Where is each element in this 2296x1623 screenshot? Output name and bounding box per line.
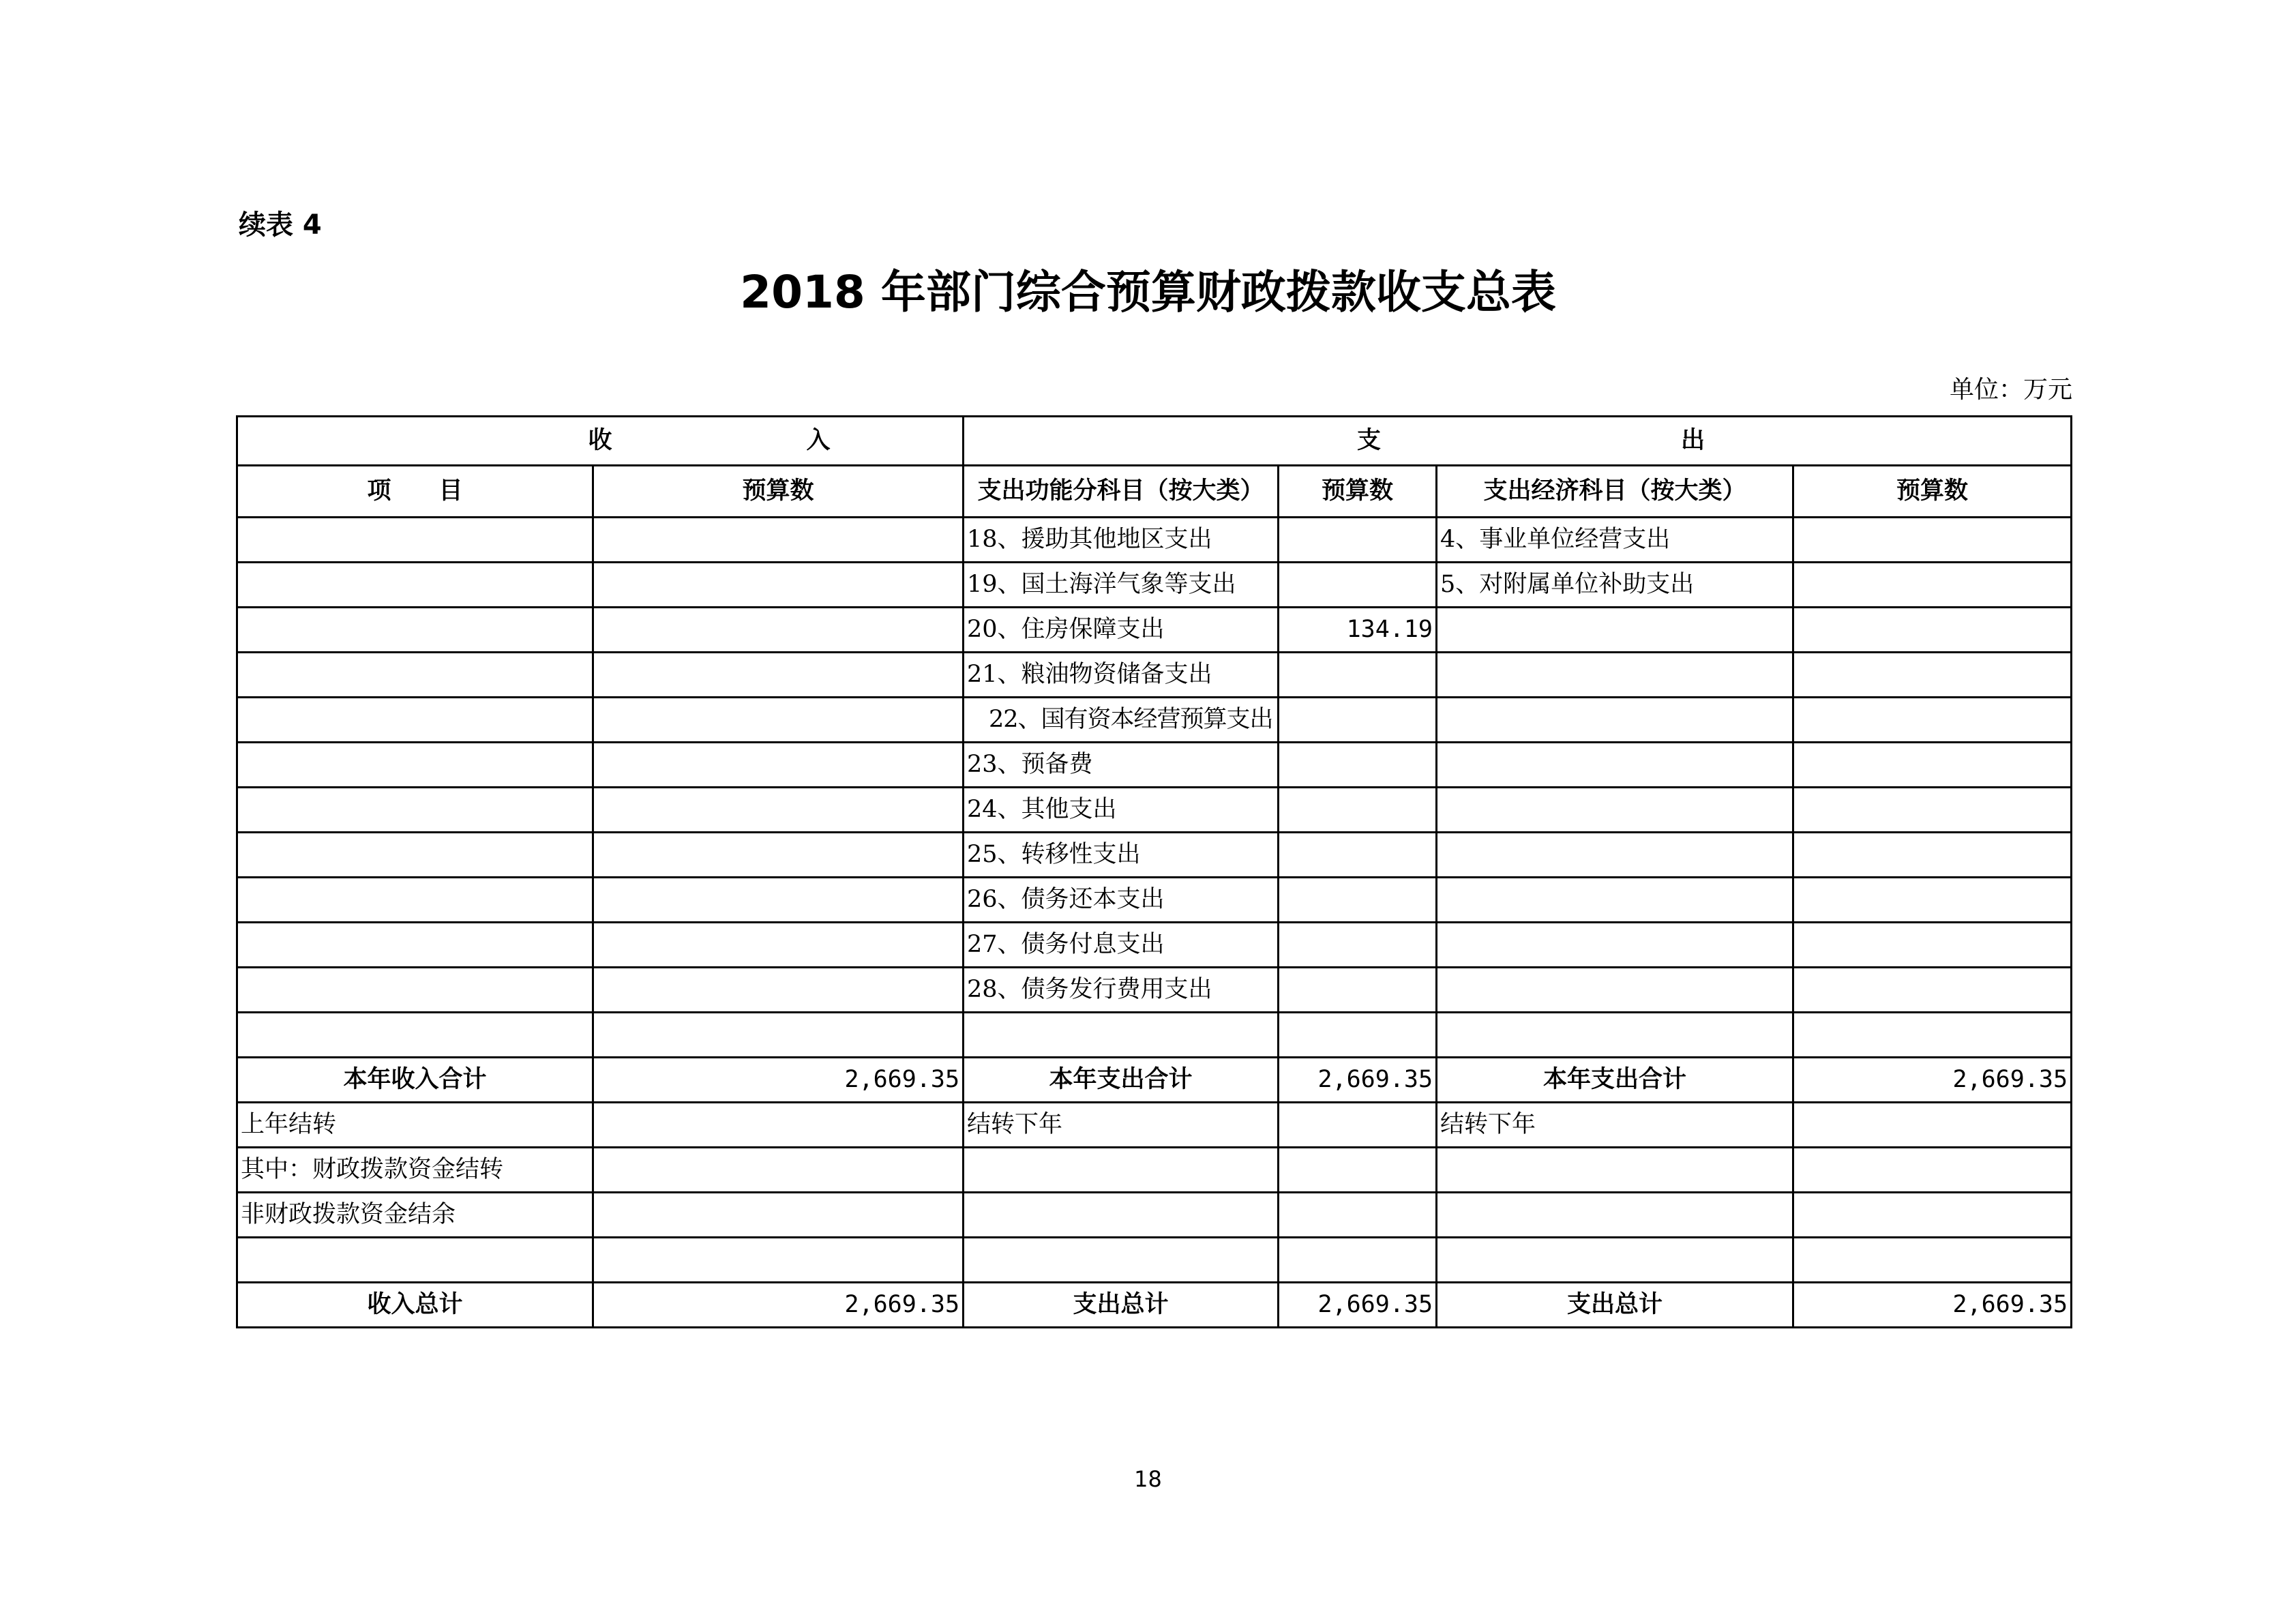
func-amount-cell <box>1279 878 1437 923</box>
non-fiscal-balance-label: 非财政拨款资金结余 <box>237 1193 593 1238</box>
empty-row <box>237 1238 2072 1283</box>
func-subject-cell: 22、国有资本经营预算支出 <box>964 698 1279 743</box>
table-row <box>237 698 2072 743</box>
econ-subject-cell: 4、事业单位经营支出 <box>1437 518 1793 563</box>
income-band-right: 入 <box>806 427 831 454</box>
table-row <box>237 833 2072 878</box>
section-header-row <box>237 417 2072 466</box>
header-econ-subject: 支出经济科目（按大类） <box>1437 466 1793 518</box>
func-subject-cell: 18、援助其他地区支出 <box>964 518 1279 563</box>
expense-band-left: 支 <box>1357 427 1382 454</box>
func-carry-next-label: 结转下年 <box>964 1103 1279 1148</box>
func-amount-cell <box>1279 698 1437 743</box>
func-amount-cell <box>1279 923 1437 968</box>
func-amount-cell <box>1279 518 1437 563</box>
func-amount-cell <box>1279 833 1437 878</box>
grand-func-total-label: 支出总计 <box>964 1283 1279 1328</box>
func-amount-cell <box>1279 653 1437 698</box>
func-subject-cell: 23、预备费 <box>964 743 1279 788</box>
grand-econ-total-amount: 2,669.35 <box>1793 1283 2072 1328</box>
grand-econ-total-label: 支出总计 <box>1437 1283 1793 1328</box>
func-subject-cell: 26、债务还本支出 <box>964 878 1279 923</box>
header-budget-func: 预算数 <box>1279 466 1437 518</box>
func-amount-cell <box>1279 563 1437 608</box>
table-row <box>237 653 2072 698</box>
grand-income-total-label: 收入总计 <box>237 1283 593 1328</box>
func-subject-cell: 19、国土海洋气象等支出 <box>964 563 1279 608</box>
table-row <box>237 563 2072 608</box>
page-title: 2018 年部门综合预算财政拨款收支总表 <box>740 266 1556 318</box>
header-func-subject: 支出功能分科目（按大类） <box>964 466 1279 518</box>
table-subtitle: 续表 4 <box>239 209 322 241</box>
func-subject-cell: 25、转移性支出 <box>964 833 1279 878</box>
year-income-total-label: 本年收入合计 <box>237 1058 593 1103</box>
year-totals-row <box>237 1058 2072 1103</box>
table-row <box>237 743 2072 788</box>
func-subject-cell: 20、住房保障支出 <box>964 608 1279 653</box>
func-subject-cell: 27、债务付息支出 <box>964 923 1279 968</box>
header-budget-income: 预算数 <box>593 466 964 518</box>
econ-subject-cell <box>1437 698 1793 743</box>
table-row <box>237 788 2072 833</box>
budget-table <box>236 415 2072 1328</box>
year-func-total-amount: 2,669.35 <box>1279 1058 1437 1103</box>
econ-subject-cell <box>1437 923 1793 968</box>
carry-nonfiscal-row <box>237 1193 2072 1238</box>
year-econ-total-amount: 2,669.35 <box>1793 1058 2072 1103</box>
econ-carry-next-label: 结转下年 <box>1437 1103 1793 1148</box>
func-amount-cell <box>1279 743 1437 788</box>
page-number: 18 <box>1134 1466 1162 1492</box>
year-func-total-label: 本年支出合计 <box>964 1058 1279 1103</box>
func-amount-cell: 134.19 <box>1279 608 1437 653</box>
func-amount-cell <box>1279 968 1437 1013</box>
expense-band-right: 出 <box>1681 427 1705 454</box>
expense-section-header <box>964 417 2072 466</box>
econ-subject-cell <box>1437 788 1793 833</box>
grand-income-total-amount: 2,669.35 <box>593 1283 964 1328</box>
empty-row <box>237 1013 2072 1058</box>
last-year-carry-label: 上年结转 <box>237 1103 593 1148</box>
carry-fiscal-row <box>237 1148 2072 1193</box>
econ-subject-cell <box>1437 968 1793 1013</box>
year-econ-total-label: 本年支出合计 <box>1437 1058 1793 1103</box>
econ-subject-cell <box>1437 743 1793 788</box>
grand-totals-row <box>237 1283 2072 1328</box>
grand-func-total-amount: 2,669.35 <box>1279 1283 1437 1328</box>
income-band-left: 收 <box>588 427 612 454</box>
func-subject-cell: 21、粮油物资储备支出 <box>964 653 1279 698</box>
header-budget-econ: 预算数 <box>1793 466 2072 518</box>
table-row <box>237 923 2072 968</box>
func-amount-cell <box>1279 788 1437 833</box>
func-subject-cell: 28、债务发行费用支出 <box>964 968 1279 1013</box>
fiscal-carry-label: 其中：财政拨款资金结转 <box>237 1148 593 1193</box>
column-header-row <box>237 466 2072 518</box>
carry-row <box>237 1103 2072 1148</box>
func-subject-cell: 24、其他支出 <box>964 788 1279 833</box>
econ-subject-cell <box>1437 878 1793 923</box>
year-income-total-amount: 2,669.35 <box>593 1058 964 1103</box>
unit-label: 单位：万元 <box>1949 376 2072 404</box>
header-item: 项 目 <box>237 466 593 518</box>
econ-subject-cell <box>1437 608 1793 653</box>
econ-subject-cell <box>1437 653 1793 698</box>
table-row <box>237 518 2072 563</box>
income-section-header <box>237 417 964 466</box>
table-row <box>237 968 2072 1013</box>
table-row <box>237 608 2072 653</box>
table-row <box>237 878 2072 923</box>
econ-subject-cell: 5、对附属单位补助支出 <box>1437 563 1793 608</box>
econ-subject-cell <box>1437 833 1793 878</box>
